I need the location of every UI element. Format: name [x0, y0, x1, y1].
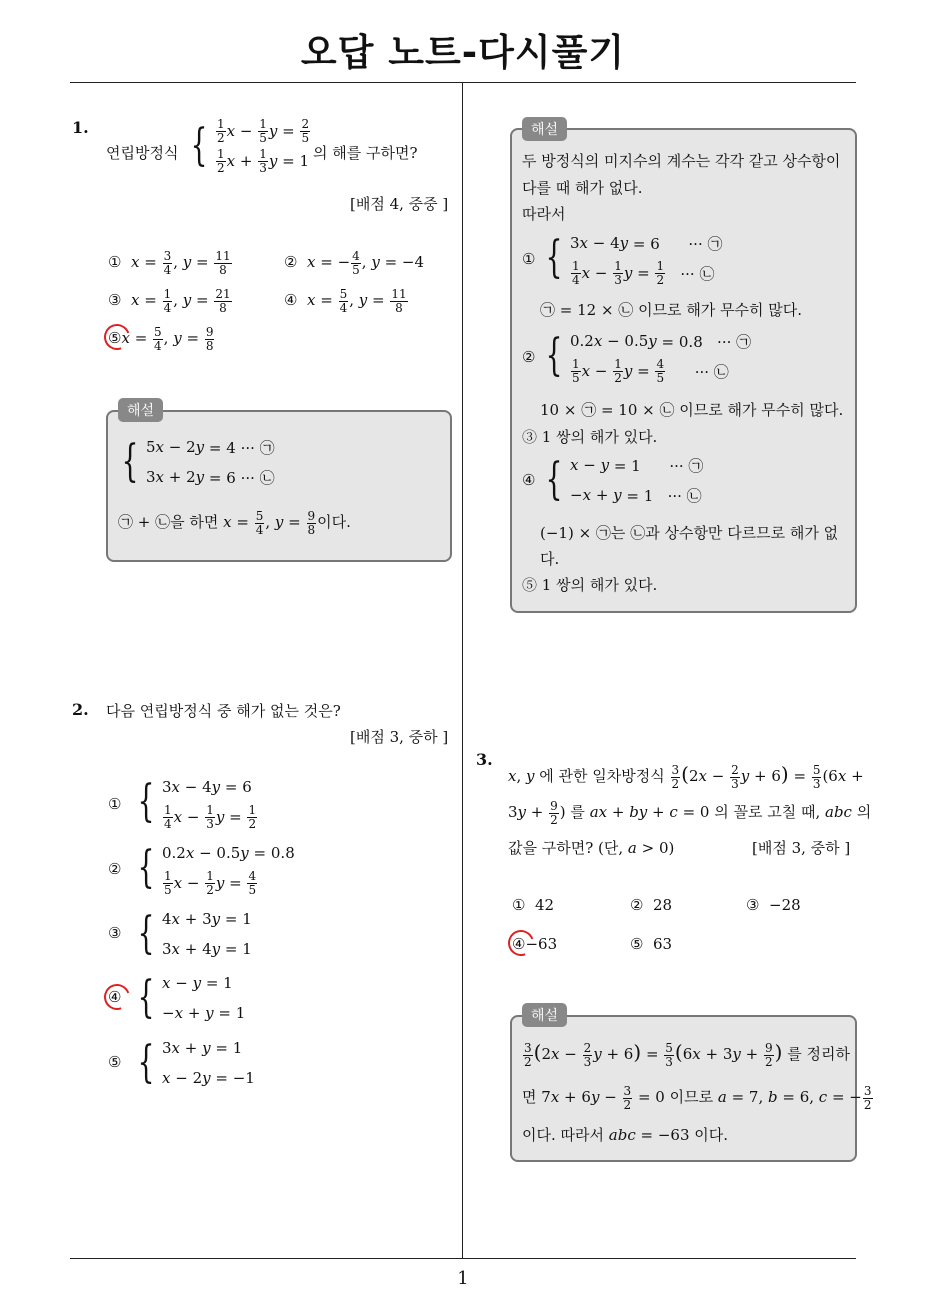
q3-number: 3. [476, 750, 493, 769]
q2-solution-choice-3: ③ 1 쌍의 해가 있다. [522, 428, 658, 446]
q2-score-tag: [배점 3, 중하 ] [350, 728, 449, 746]
page-title: 오답 노트-다시풀기 [300, 31, 626, 74]
q2-solution-tag: 해설 [522, 117, 567, 141]
q1-solution-system: { 5 x − 2 y = 4 ··· ㉠ 3 x + 2 y = 6 ··· ㉡ [121, 436, 275, 487]
q1-choice-1[interactable]: ① x = $\frac{3}{4}$ , y = $\frac{11}{8}$ [108, 249, 231, 277]
q2-solution-choice-5: ⑤ 1 쌍의 해가 있다. [522, 576, 658, 594]
q2-solution-note-1: ㉠ = 12 × ㉡ 이므로 해가 무수히 많다. [540, 301, 803, 319]
q3-line-2: 3y + $\frac{9}{2}$ ) 를 ax + by + c = 0 의 꼴로 고칠 때, abc 의 [508, 799, 872, 827]
q2-solution-choice-4-label: ④ [522, 471, 536, 489]
page-number: 1 [457, 1268, 469, 1289]
q3-line-1: x, y 에 관한 일차방정식 $\frac{3}{2}$ (2x − $\frac{2}{3}$ y + 6) = $\frac{5}{3}$ (6x + [508, 762, 864, 791]
q3-solution-line-3: 이다. 따라서 abc = −63 이다. [522, 1126, 729, 1144]
q1-choice-3[interactable]: ③ x = $\frac{1}{4}$ , y = $\frac{21}{8}$ [108, 287, 231, 315]
header-rule [70, 82, 856, 83]
q1-choice-5[interactable]: ⑤x = $\frac{5}{4}$ , y = $\frac{9}{8}$ [108, 325, 214, 353]
q2-solution-system-4: { x − y = 1 ··· ㉠ − x + y = 1 ··· ㉡ [545, 454, 704, 505]
q2-solution-line-3: 따라서 [522, 205, 566, 223]
q1-choice-2[interactable]: ② x = − $\frac{4}{5}$ , y = −4 [284, 249, 425, 277]
q2-choice-5-system: { 3 x + y = 1 x − 2 y = −1 [137, 1037, 255, 1088]
footer-rule [70, 1258, 856, 1259]
q2-solution-choice-1-label: ① [522, 250, 536, 268]
q1-tail-text: 의 해를 구하면? [313, 144, 418, 162]
q3-solution-tag: 해설 [522, 1003, 567, 1027]
q2-choice-2-system: { 0.2 x − 0.5 y = 0.8 $\frac{1}{5}$ x − $\frac{1}{2}$ y = $\frac{4}{5}$ [137, 842, 295, 897]
q3-score-tag: [배점 3, 중하 ] [752, 839, 851, 857]
q2-choice-4-system: { x − y = 1 − x + y = 1 [137, 972, 246, 1023]
column-divider [462, 82, 463, 1259]
q3-choice-4[interactable]: ④−63 [512, 935, 558, 953]
q1-lead-text: 연립방정식 [106, 144, 179, 162]
q2-solution-note-2: 10 × ㉠ = 10 × ㉡ 이므로 해가 무수히 많다. [540, 401, 844, 419]
q2-question-text: 다음 연립방정식 중 해가 없는 것은? [106, 702, 341, 720]
q2-solution-system-1: { 3 x − 4 y = 6 ··· ㉠ $\frac{1}{4}$ x − $\frac{1}{3}$ y = $\frac{1}{2}$ ··· ㉡ [545, 232, 723, 287]
q2-solution-note-4b: 다. [540, 550, 560, 568]
q2-choice-2-label[interactable]: ② [108, 860, 122, 878]
q2-choice-1-system: { 3 x − 4 y = 6 $\frac{1}{4}$ x − $\frac{1}{3}$ y = $\frac{1}{2}$ [137, 776, 257, 831]
q1-score-tag: [배점 4, 중중 ] [350, 195, 449, 213]
q2-solution-note-4a: (−1) × ㉠는 ㉡과 상수항만 다르므로 해가 없 [540, 524, 839, 542]
q3-answer-mark-icon [504, 926, 539, 961]
q3-choice-2[interactable]: ② 28 [630, 896, 673, 914]
q3-choice-3[interactable]: ③ −28 [746, 896, 801, 914]
q1-choice-4[interactable]: ④ x = $\frac{5}{4}$ , y = $\frac{11}{8}$ [284, 287, 407, 315]
q3-line-3: 값을 구하면? (단, a > 0) [508, 839, 675, 857]
q1-number: 1. [72, 118, 89, 137]
q2-number: 2. [72, 700, 89, 719]
q2-solution-line-1: 두 방정식의 미지수의 계수는 각각 같고 상수항이 [522, 152, 841, 170]
q2-answer-mark-icon [100, 980, 135, 1015]
q3-solution-line-1: $\frac{3}{2}$ (2x − $\frac{2}{3}$ y + 6) = $\frac{5}{3}$ (6x + 3y + $\frac{9}{2}$ ) 를 정리하 [524, 1040, 850, 1069]
q1-solution-tag: 해설 [118, 398, 163, 422]
q2-solution-system-2: { 0.2 x − 0.5 y = 0.8 ··· ㉠ $\frac{1}{5}$ x − $\frac{1}{2}$ y = $\frac{4}{5}$ ··· ㉡ [545, 330, 752, 385]
q3-choice-1[interactable]: ① 42 [512, 896, 555, 914]
q2-solution-choice-2-label: ② [522, 348, 536, 366]
q1-solution-result: ㉠ + ㉡을 하면 x = $\frac{5}{4}$ , y = $\frac{9}{8}$ 이다. [118, 509, 351, 537]
q2-choice-3-label[interactable]: ③ [108, 924, 122, 942]
q2-choice-1-label[interactable]: ① [108, 795, 122, 813]
q2-choice-5-label[interactable]: ⑤ [108, 1053, 122, 1071]
q3-solution-line-2: 면 7x + 6y − $\frac{3}{2}$ = 0 이므로 a = 7, b = 6, c = − $\frac{3}{2}$ [522, 1084, 872, 1112]
q2-choice-3-system: { 4 x + 3 y = 1 3 x + 4 y = 1 [137, 908, 252, 959]
q2-choice-4-label[interactable]: ④ [108, 988, 122, 1006]
q3-choice-5[interactable]: ⑤ 63 [630, 935, 673, 953]
q2-solution-line-2: 다를 때 해가 없다. [522, 179, 643, 197]
q1-equation-system: { $\frac{1}{2}$ x − $\frac{1}{5}$ y = $\frac{2}{5}$ $\frac{1}{2}$ x + $\frac{1}{3}$ y = 1 [190, 116, 310, 175]
